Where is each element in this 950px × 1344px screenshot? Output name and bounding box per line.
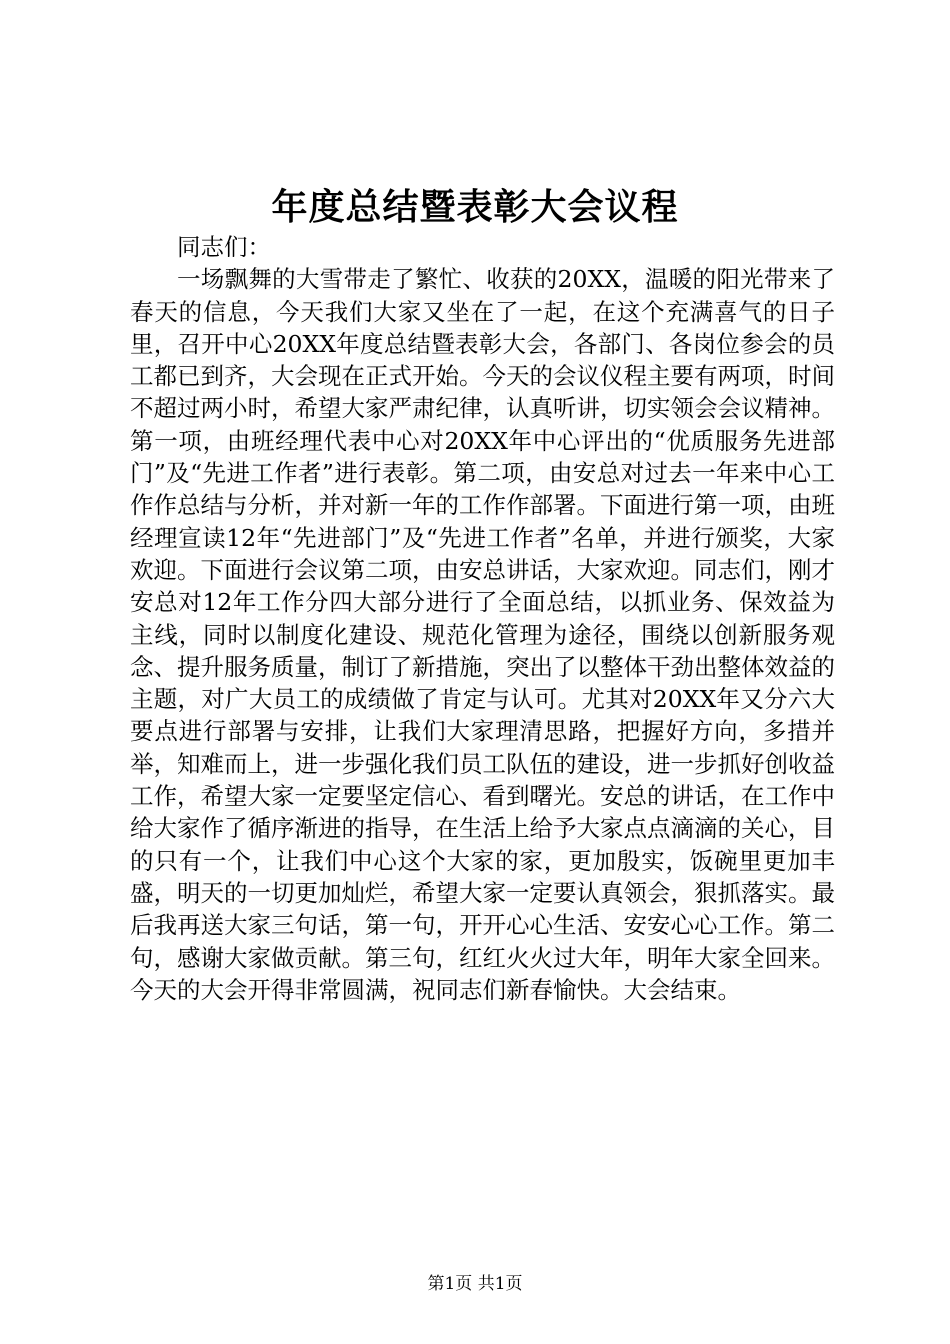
document-body — [130, 231, 835, 1006]
body-paragraph: 一场飘舞的大雪带走了繁忙、收获的20XX，温暖的阳光带来了春天的信息，今天我们大家又坐在了一起，在这个充满喜气的日子里，召开中心20XX年度总结暨表彰大会，各部门、各岗位参会的员工都已到齐，大会现在正式开始。今天的会议仪程主要有两项，时间不超过两小时，希望大家严肃纪律，认真听讲，切实领会会议精神。第一项，由班经理代表中心对20XX年中心评出的“优质服务先进部门”及“先进工作者”进行表彰。第二项，由安总对过去一年来中心工作作总结与分析，并对新一年的工作作部署。下面进行第一项，由班经理宣读12年“先进部门”及“先进工作者”名单，并进行颁奖，大家欢迎。下面进行会议第二项，由安总讲话，大家欢迎。同志们，刚才安总对12年工作分四大部分进行了全面总结，以抓业务、保效益为主线，同时以制度化建设、规范化管理为途径，围绕以创新服务观念、提升服务质量，制订了新措施，突出了以整体干劲出整体效益的主题，对广大员工的成绩做了肯定与认可。尤其对20XX年又分六大要点进行部署与安排，让我们大家理清思路，把握好方向，多措并举，知难而上，进一步强化我们员工队伍的建设，进一步抓好创收益工作，希望大家一定要坚定信心、看到曙光。安总的讲话，在工作中给大家作了循序渐进的指导，在生活上给予大家点点滴滴的关心，目的只有一个，让我们中心这个大家的家，更加殷实，饭碗里更加丰盛，明天的一切更加灿烂，希望大家一定要认真领会，狠抓落实。最后我再送大家三句话，第一句，开开心心生活、安安心心工作。第二句，感谢大家做贡献。第三句，红红火火过大年，明年大家全回来。今天的大会开得非常圆满，祝同志们新春愉快。大会结束。 — [130, 265, 835, 1004]
page-footer: 第1页 共1页 — [427, 1274, 523, 1294]
document-title: 年度总结暨表彰大会议程 — [271, 186, 679, 228]
salutation: 同志们： — [177, 233, 271, 261]
